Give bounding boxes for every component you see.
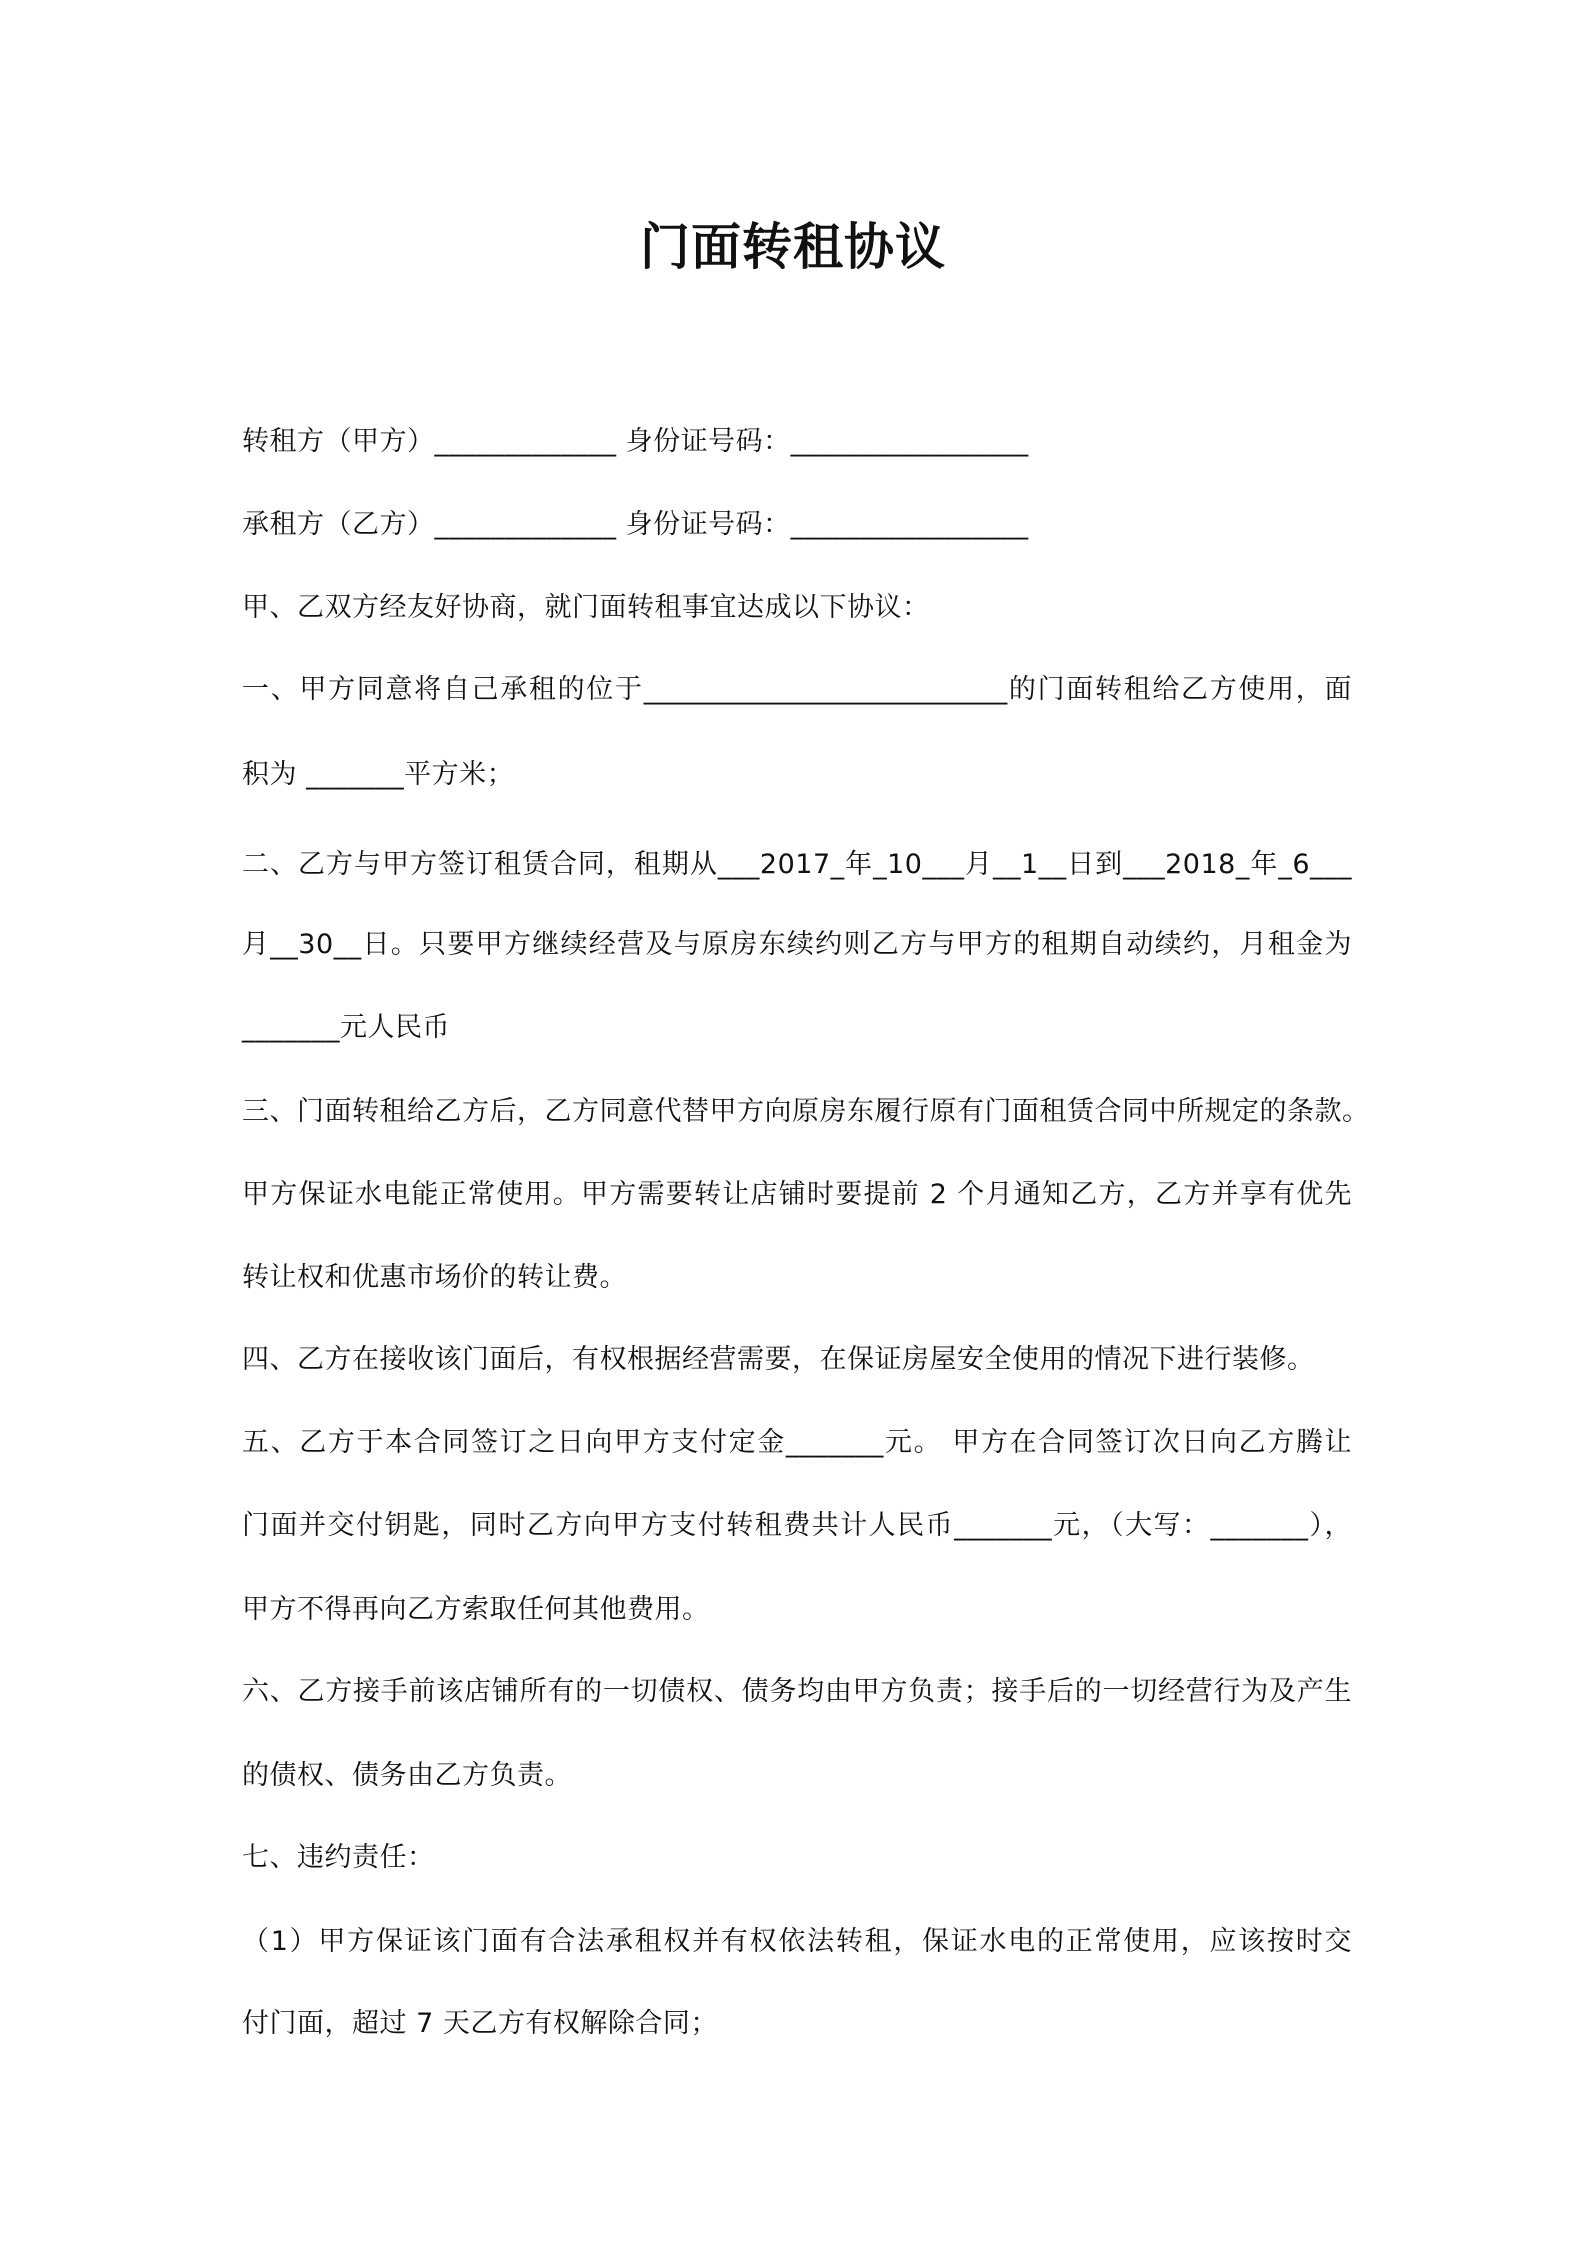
clause-3-line-2: 甲方保证水电能正常使用。甲方需要转让店铺时要提前 2 个月通知乙方，乙方并享有优先: [242, 1179, 1352, 1210]
clause-5-line-3: 甲方不得再向乙方索取任何其他费用。: [242, 1594, 710, 1625]
clause-5-line-2: 门面并交付钥匙，同时乙方向甲方支付转租费共计人民币_______元，（大写：_______），: [242, 1510, 1352, 1541]
clause-5-line-1: 五、乙方于本合同签订之日向甲方支付定金_______元。 甲方在合同签订次日向乙方腾让: [242, 1427, 1352, 1458]
clause-2-line-3: _______元人民币: [242, 1012, 450, 1043]
clause-1-line-1: 一、甲方同意将自己承租的位于__________________________的门面转租给乙方使用，面: [242, 674, 1352, 705]
clause-3-line-1: 三、门面转租给乙方后，乙方同意代替甲方向原房东履行原有门面租赁合同中所规定的条款。: [242, 1096, 1370, 1127]
clause-2-line-2: 月__30__日。只要甲方继续经营及与原房东续约则乙方与甲方的租期自动续约，月租金为: [242, 929, 1352, 960]
clause-3-line-3: 转让权和优惠市场价的转让费。: [242, 1262, 627, 1293]
clause-6-line-2: 的债权、债务由乙方负责。: [242, 1760, 572, 1791]
lessor-line: 转租方（甲方）_____________ 身份证号码：_________________: [242, 426, 1029, 457]
lessee-line: 承租方（乙方）_____________ 身份证号码：_________________: [242, 509, 1029, 540]
clause-4-line-1: 四、乙方在接收该门面后，有权根据经营需要，在保证房屋安全使用的情况下进行装修。: [242, 1344, 1315, 1375]
clause-6-line-1: 六、乙方接手前该店铺所有的一切债权、债务均由甲方负责；接手后的一切经营行为及产生: [242, 1676, 1352, 1707]
clause-1-line-2: 积为 _______平方米；: [242, 759, 515, 790]
clause-7-item-1-line-2: 付门面，超过 7 天乙方有权解除合同；: [242, 2008, 718, 2039]
preamble-line: 甲、乙双方经友好协商，就门面转租事宜达成以下协议：: [242, 592, 930, 623]
clause-2-line-1: 二、乙方与甲方签订租赁合同，租期从___2017_年_10___月__1__日到___2018_年_6___: [242, 849, 1352, 880]
clause-7-heading: 七、违约责任：: [242, 1842, 435, 1873]
clause-7-item-1-line-1: （1）甲方保证该门面有合法承租权并有权依法转租，保证水电的正常使用，应该按时交: [242, 1926, 1352, 1957]
document-title: 门面转租协议: [640, 218, 946, 276]
